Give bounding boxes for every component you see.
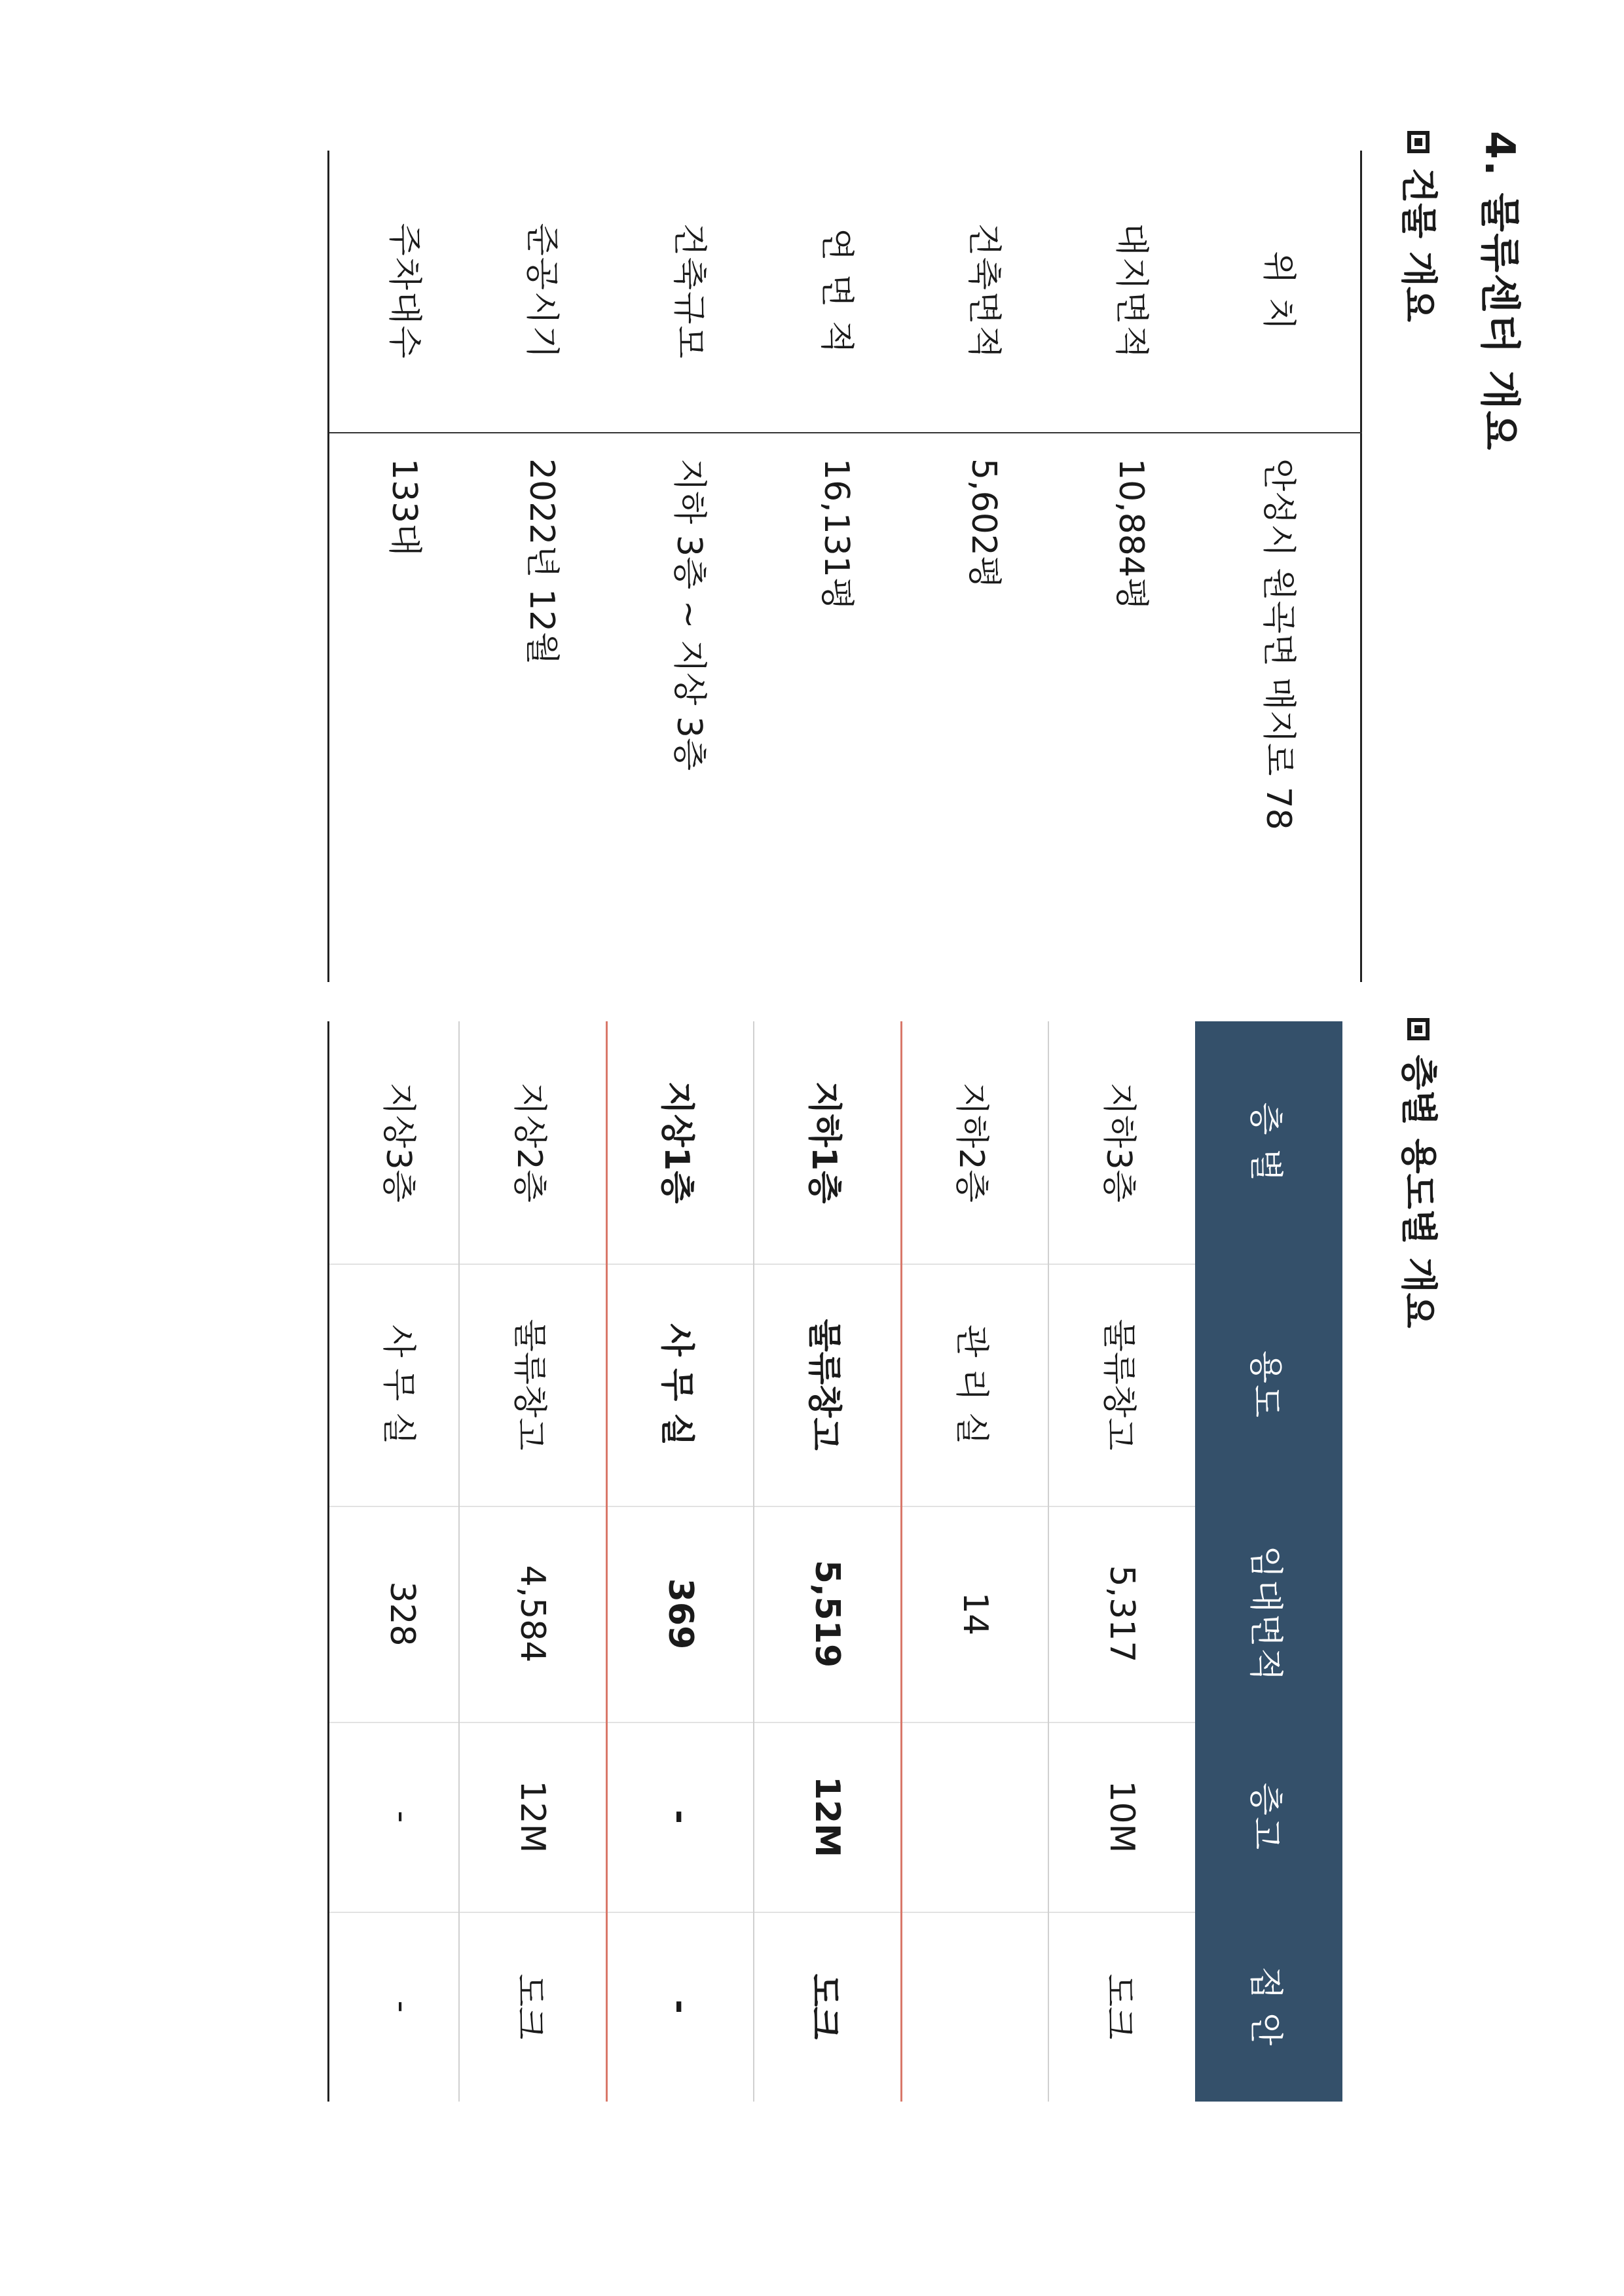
- overview-table: [327, 151, 1362, 982]
- floors-header-row: [1195, 1021, 1342, 2102]
- cell-height: -: [661, 1810, 700, 1824]
- header-use: 용도: [1246, 1350, 1285, 1419]
- cell-use: 물류창고: [804, 1319, 843, 1451]
- cell-use: 물류창고: [509, 1319, 549, 1451]
- cell-area: 369: [661, 1578, 700, 1650]
- overview-row-parking: [334, 151, 481, 982]
- cell-floor: 지상1층: [657, 1081, 697, 1204]
- row-label: 대지면적: [1111, 223, 1151, 360]
- cell-area: 4,584: [513, 1565, 553, 1663]
- cell-use: 물류창고: [1099, 1319, 1138, 1451]
- cell-floor: 지하3층: [1099, 1082, 1138, 1203]
- cell-height: 10M: [1102, 1780, 1142, 1853]
- table-row: [327, 1021, 475, 2102]
- row-value: 5,602평: [964, 458, 1003, 589]
- cell-dock: -: [661, 1999, 700, 2014]
- cell-area: 5,317: [1102, 1565, 1142, 1663]
- cell-height: 12M: [513, 1780, 553, 1853]
- cell-floor: 지상2층: [509, 1082, 549, 1203]
- table-rule-bottom: [327, 151, 329, 982]
- row-label: 주차대수: [384, 223, 424, 360]
- overview-row-scale: [619, 151, 766, 982]
- row-label: 연 면 적: [817, 228, 856, 355]
- floors-subtitle: [1395, 1018, 1447, 1328]
- overview-subtitle: [1395, 131, 1447, 322]
- cell-area: 5,519: [807, 1559, 847, 1668]
- overview-row-location: [1208, 151, 1356, 982]
- overview-title: 건물 개요: [1397, 168, 1439, 322]
- table-row: [458, 1021, 606, 2102]
- overview-row-completion: [471, 151, 619, 982]
- overview-row-building-area: [913, 151, 1061, 982]
- row-value: 2022년 12월: [522, 458, 561, 665]
- row-value: 지하 3층 ~ 지상 3층: [669, 458, 709, 771]
- floors-table: [327, 1021, 1342, 2102]
- cell-dock: 도크: [1099, 1973, 1138, 2040]
- cell-area: 328: [382, 1581, 422, 1647]
- row-label: 준공시기: [522, 223, 561, 360]
- cell-height: 12M: [807, 1776, 847, 1858]
- cell-floor: 지하2층: [951, 1082, 991, 1203]
- cell-use: 관 리 실: [951, 1324, 991, 1445]
- overview-row-gross-area: [766, 151, 913, 982]
- row-label: 위 치: [1259, 251, 1298, 332]
- row-value: 안성시 원곡면 매지로 78: [1259, 458, 1298, 830]
- row-label: 건축면적: [964, 223, 1003, 360]
- cell-dock: 도크: [509, 1973, 549, 2040]
- table-rule-top: [1360, 151, 1362, 982]
- table-row: [1048, 1021, 1195, 2102]
- cell-floor: 지하1층: [804, 1081, 843, 1204]
- row-value: 10,884평: [1111, 458, 1151, 611]
- table-row: [900, 1021, 1048, 2102]
- header-lease-area: 임대면적: [1246, 1545, 1285, 1683]
- cell-area: 14: [955, 1592, 995, 1636]
- cell-dock: -: [382, 2000, 422, 2013]
- cell-height: -: [382, 1810, 422, 1823]
- overview-row-site-area: [1061, 151, 1208, 982]
- table-row-highlighted: [606, 1021, 753, 2102]
- cell-use: 사 무 실: [378, 1324, 418, 1445]
- row-label: 건축규모: [669, 223, 709, 360]
- header-floor: 층 별: [1246, 1102, 1285, 1183]
- header-ceiling-height: 층고: [1246, 1782, 1285, 1851]
- table-row-highlighted: [753, 1021, 900, 2102]
- row-value: 16,131평: [817, 458, 856, 611]
- row-value: 133대: [384, 458, 424, 556]
- header-dock: 접 안: [1246, 1966, 1285, 2047]
- section-title: 4. 물류센터 개요: [1476, 131, 1524, 452]
- square-bullet-icon: [1407, 131, 1430, 153]
- floors-title: 층별 용도별 개요: [1397, 1055, 1439, 1328]
- square-bullet-icon: [1407, 1018, 1430, 1040]
- cell-floor: 지상3층: [378, 1082, 418, 1203]
- cell-dock: 도크: [804, 1973, 843, 2040]
- cell-use: 사 무 실: [657, 1323, 697, 1446]
